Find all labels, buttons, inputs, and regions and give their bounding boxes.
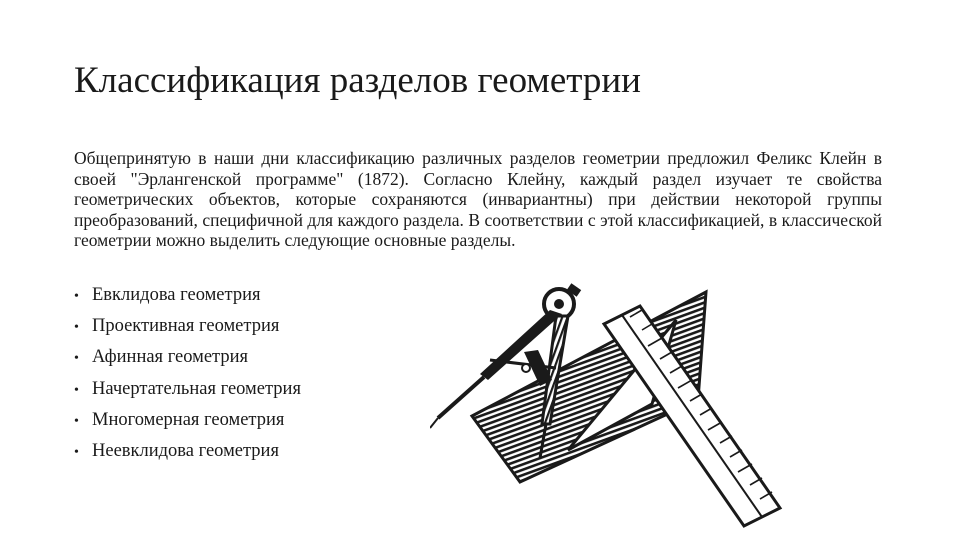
slide-title: Классификация разделов геометрии — [74, 60, 641, 101]
bullet-item — [74, 342, 301, 373]
bullet-item — [74, 436, 301, 467]
bullet-text: Афинная геометрия — [92, 347, 249, 368]
bullet-text: Начертательная геометрия — [92, 378, 301, 399]
bullet-text: Неевклидова геометрия — [92, 440, 279, 461]
bullet-item — [74, 280, 301, 311]
bullet-text: Многомерная геометрия — [92, 409, 285, 430]
bullet-marker: • — [74, 382, 79, 398]
bullet-item — [74, 374, 301, 405]
bullet-marker: • — [74, 444, 79, 460]
bullet-marker: • — [74, 351, 79, 367]
bullet-item — [74, 405, 301, 436]
bullet-marker: • — [74, 320, 79, 336]
bullet-list — [74, 280, 301, 467]
bullet-marker: • — [74, 413, 79, 429]
bullet-marker: • — [74, 289, 79, 304]
bullet-text: Проективная геометрия — [92, 316, 280, 337]
bullet-text: Евклидова геометрия — [92, 285, 261, 305]
compass-triangle-ruler-icon — [430, 268, 790, 530]
bullet-item — [74, 311, 301, 342]
slide-body-text: Общепринятую в наши дни классификацию различных разделов геометрии предложил Феликс Клейн в своей "Эрлангенской программе" (1872). Согласно Клейну, каждый раздел изучает те свойства геометрических объектов, которые сохраняются (инвариантны) при действии некоторой группы преобразований, специфичной для каждого раздела. В соответствии с этой классификацией, в классической геометрии можно выделить следующие основные разделы. — [74, 148, 882, 250]
